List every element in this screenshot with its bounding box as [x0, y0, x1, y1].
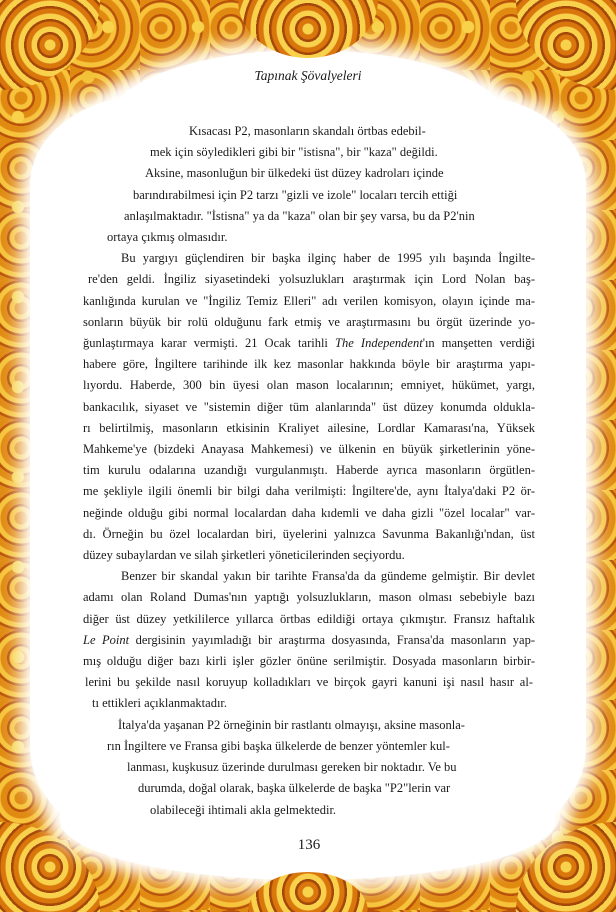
- text-segment: ğunlaştırmaya karar vermişti. 21 Ocak tarihli: [83, 336, 336, 351]
- running-header: Tapınak Şövalyeleri: [254, 68, 362, 83]
- text-line: sonların büyük bir rolü olduğunu fark etmiş ve araştırmasını bu örgüt üzerinde yo-: [83, 314, 535, 329]
- text-line: me şekliyle ilgili önemli bir bilgi daha verilmişti: İngiltere'de, aynı İtalya'daki P2 ör-: [83, 484, 535, 499]
- text-line: diğer üst düzey yetkililerce yıllarca örtbas edildiği ortaya çıkmıştır. Fransız haftalık: [83, 611, 535, 626]
- text-line: dı. Örneğin bu özel localardan biri, üyelerini yalnızca Savunma Bakanlığı'ndan, üst: [83, 526, 535, 541]
- text-line: lanması, kuşkusuz üzerinde durulması gereken bir noktadır. Ve bu: [127, 760, 457, 775]
- text-line: neğinde olduğu gibi normal localardan daha kıdemli ve daha gizli "özel localar" var-: [83, 505, 535, 520]
- publication-title: The Independent: [335, 336, 423, 351]
- text-line: rın İngiltere ve Fransa gibi başka ülkelerde de benzer yöntemler kul-: [107, 738, 450, 753]
- text-line: Mahkeme'ye (bizdeki Anayasa Mahkemesi) ve ülkenin en büyük şirketlerinin yöne-: [83, 442, 535, 457]
- text-line: adamı olan Roland Dumas'nın yaptığı yolsuzlukların, mason olması sebebiyle bazı: [83, 590, 535, 605]
- page-number: 136: [297, 836, 321, 853]
- text-line: kanlığında kurulan ve "İngiliz Temiz Elleri" adı verilen komisyon, olayın içinde ma-: [83, 293, 535, 308]
- body-text: [83, 121, 535, 855]
- text-line: düzey subaylardan ve silah şirketleri yöneticilerinden seçiyordu.: [83, 548, 405, 563]
- text-line: mış olduğu diğer bazı kirli işler gözler önüne serilmiştir. Dosyada masonların birbir-: [83, 654, 535, 669]
- text-line: Aksine, masonluğun bir ülkedeki üst düzey kadroları içinde: [145, 166, 444, 181]
- text-line: Benzer bir skandal yakın bir tarihte Fransa'da da gündeme gelmiştir. Bir devlet: [121, 569, 535, 584]
- text-line: anlaşılmaktadır. "İstisna" ya da "kaza" olan bir şey varsa, bu da P2'nin: [124, 208, 475, 223]
- text-line: re'den geldi. İngiliz siyasetindeki yolsuzlukları araştırmak için Lord Nolan baş-: [88, 272, 535, 287]
- text-segment: dergisinin yayımladığı bir araştırma dosyasında, Fransa'da masonların yap-: [129, 632, 535, 647]
- text-segment: 'ın manşetten verdiği: [422, 336, 535, 351]
- text-line: İtalya'da yaşanan P2 örneğinin bir rastlantı olmayışı, aksine masonla-: [118, 717, 465, 732]
- publication-title: Le Point: [83, 632, 130, 647]
- text-line: [83, 333, 535, 354]
- text-line: habere göre, İngiltere tarihinde ilk kez masonlar hakkında böyle bir araştırma yapı-: [83, 357, 535, 372]
- text-line: lıyordu. Haberde, 300 bin üyesi olan mason localarının; emniyet, hükümet, yargı,: [83, 378, 535, 393]
- text-line: Bu yargıyı güçlendiren bir başka ilginç haber de 1995 yılı başında İngilte-: [121, 251, 535, 266]
- ornament-top-center: [238, 0, 378, 58]
- text-line: [83, 630, 535, 651]
- text-line: lerini bu şekilde nasıl koruyup kolladıkları ve birçok gayri kanuni işi nasıl hasır al-: [85, 675, 533, 690]
- text-line: barındırabilmesi için P2 tarzı "gizli ve izole" locaları tercih ettiği: [133, 187, 458, 202]
- text-line: mek için söyledikleri gibi bir "istisna", bir "kaza" değildi.: [150, 145, 438, 160]
- text-line: rı belirtilmiş, masonların etkisinin Kraliyet ailesine, Lordlar Kamarası'na, Yüksek: [83, 420, 535, 435]
- text-line: ortaya çıkmış olmasıdır.: [107, 230, 228, 245]
- text-line: durumda, doğal olarak, başka ülkelerde de başka "P2"lerin var: [138, 781, 451, 796]
- text-line: bankacılık, siyaset ve "sistemin diğer tüm alanlarında" üst düzey konumda oldukla-: [83, 399, 535, 414]
- text-line: olabileceği ihtimali akla gelmektedir.: [150, 802, 337, 817]
- text-line: Kısacası P2, masonların skandalı örtbas edebil-: [189, 124, 426, 138]
- text-line: tim kurulu odalarına uzandığı vurgulanmıştı. Haberde ayrıca masonların örgütlen-: [83, 463, 535, 478]
- text-line: tı ettikleri açıklanmaktadır.: [92, 696, 228, 711]
